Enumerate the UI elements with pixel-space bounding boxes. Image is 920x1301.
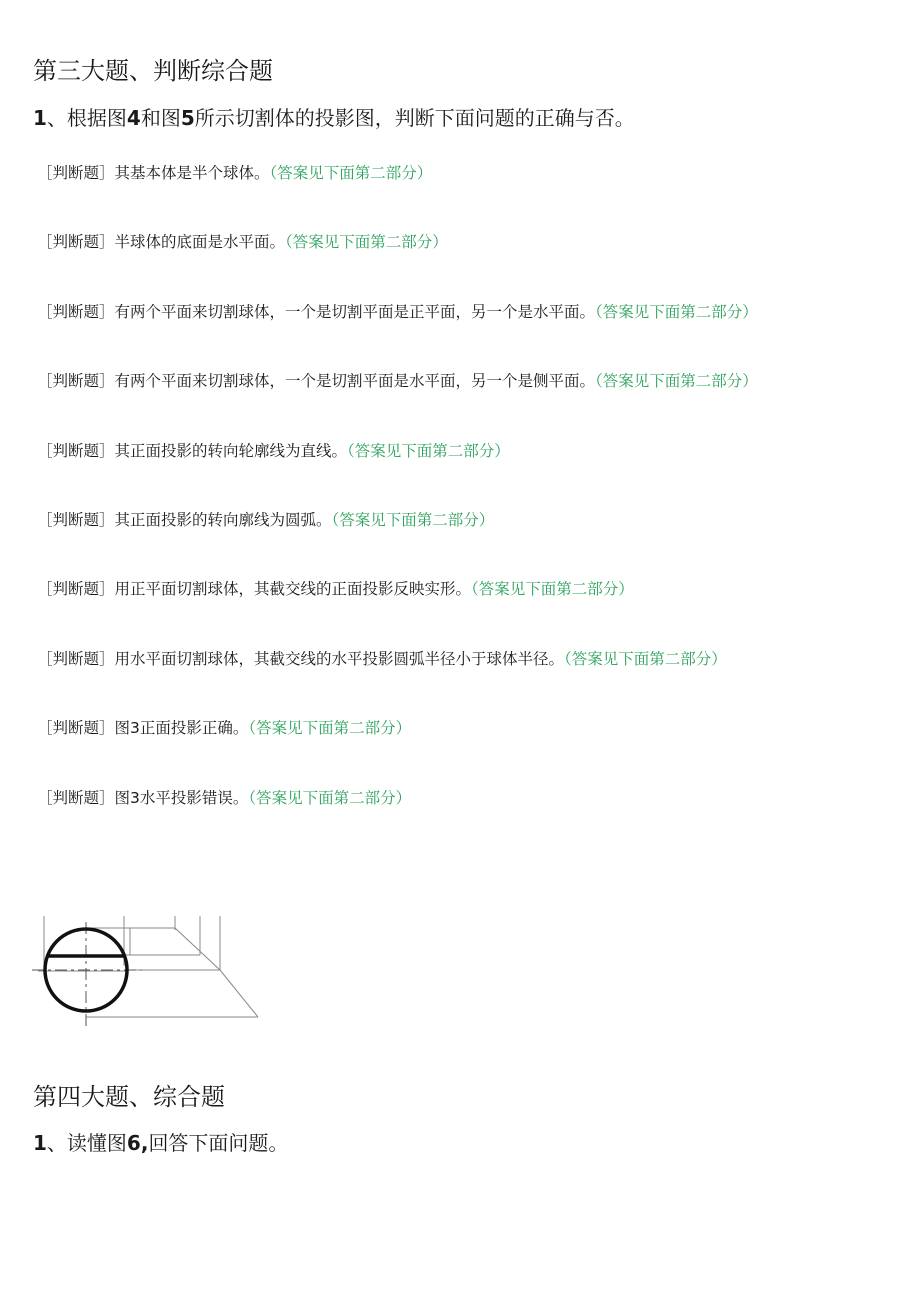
answer-link[interactable]: （答案见下面第二部分） xyxy=(248,719,412,738)
item-statement: 其基本体是半个球体。 xyxy=(114,164,270,182)
answer-link[interactable]: （答案见下面第二部分） xyxy=(347,441,510,460)
item-statement: 半球体的底面是水平面。 xyxy=(114,233,286,252)
item-tag: ［判断题］ xyxy=(37,302,115,321)
section-4-title: 第四大题、综合题 xyxy=(33,1083,225,1111)
item-tag: ［判断题］ xyxy=(37,510,115,529)
section-3-question xyxy=(33,104,635,132)
item-statement: 有两个平面来切割球体，一个是切割平面是水平面，另一个是侧平面。 xyxy=(114,372,596,391)
judgement-item xyxy=(37,158,758,227)
question-text-part: 和图 xyxy=(140,106,181,130)
item-tag: ［判断题］ xyxy=(37,164,115,182)
question-text-part: 、根据图 xyxy=(46,106,127,130)
judgement-item xyxy=(37,297,758,366)
item-tag: ［判断题］ xyxy=(37,788,115,807)
item-tag: ［判断题］ xyxy=(37,233,115,252)
judgement-item xyxy=(37,783,758,852)
item-statement: 用正平面切割球体，其截交线的正面投影反映实形。 xyxy=(114,580,472,599)
judgement-item xyxy=(37,436,758,505)
item-statement: 有两个平面来切割球体，一个是切割平面是正平面，另一个是水平面。 xyxy=(114,302,596,321)
item-tag: ［判断题］ xyxy=(37,580,115,599)
question-text-part: 回答下面问题。 xyxy=(148,1131,289,1155)
section-4-question xyxy=(33,1129,288,1157)
answer-link[interactable]: （答案见下面第二部分） xyxy=(248,788,412,807)
figure-ref-5: 5 xyxy=(180,106,195,130)
item-tag: ［判断题］ xyxy=(37,649,115,668)
item-statement: 图3正面投影正确。 xyxy=(114,719,249,738)
item-tag: ［判断题］ xyxy=(37,719,115,738)
answer-link[interactable]: （答案见下面第二部分） xyxy=(595,302,758,321)
item-tag: ［判断题］ xyxy=(37,441,115,460)
item-statement: 图3水平投影错误。 xyxy=(114,788,249,807)
projection-figure xyxy=(30,910,262,1030)
answer-link[interactable]: （答案见下面第二部分） xyxy=(471,580,634,599)
figure-ref-6: 6, xyxy=(126,1131,149,1155)
judgement-item xyxy=(37,505,758,574)
item-tag: ［判断题］ xyxy=(37,372,115,391)
item-statement: 用水平面切割球体，其截交线的水平投影圆弧半径小于球体半径。 xyxy=(114,649,565,668)
item-statement: 其正面投影的转向廓线为圆弧。 xyxy=(114,510,332,529)
question-text-part: 、读懂图 xyxy=(46,1131,127,1155)
figure-ref-4: 4 xyxy=(126,106,141,130)
answer-link[interactable]: （答案见下面第二部分） xyxy=(564,649,727,668)
question-number: 1 xyxy=(33,106,47,130)
judgement-list xyxy=(37,158,758,852)
answer-link[interactable]: （答案见下面第二部分） xyxy=(595,372,758,391)
question-text-part: 所示切割体的投影图，判断下面问题的正确与否。 xyxy=(194,106,635,130)
answer-link[interactable]: （答案见下面第二部分） xyxy=(331,510,495,529)
judgement-item xyxy=(37,574,758,643)
judgement-item xyxy=(37,366,758,435)
judgement-item xyxy=(37,644,758,713)
judgement-item xyxy=(37,713,758,782)
item-statement: 其正面投影的转向轮廓线为直线。 xyxy=(114,441,348,460)
answer-link[interactable]: （答案见下面第二部分） xyxy=(269,164,433,182)
question-number: 1 xyxy=(33,1131,47,1155)
judgement-item xyxy=(37,227,758,296)
section-3-title: 第三大题、判断综合题 xyxy=(33,57,273,85)
answer-link[interactable]: （答案见下面第二部分） xyxy=(285,233,448,252)
